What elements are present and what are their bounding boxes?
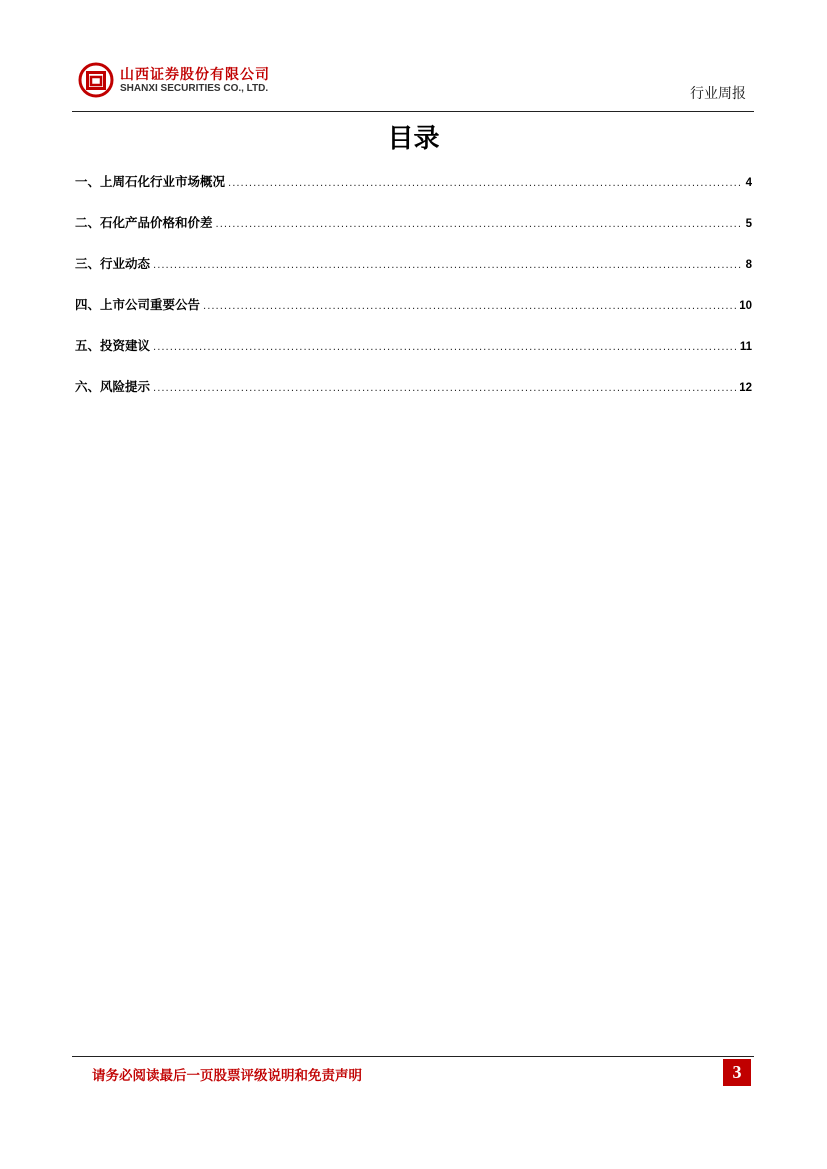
toc-entry-label: 五、投资建议 [75, 338, 151, 353]
toc-entry-label: 四、上市公司重要公告 [75, 297, 201, 312]
toc-entry-page: 11 [739, 341, 752, 353]
toc-entry-market-overview[interactable] [75, 172, 752, 213]
toc-dot-leader [228, 178, 743, 189]
company-name-cn: 山西证券股份有限公司 [120, 67, 270, 83]
report-type-label: 行业周报 [690, 86, 746, 102]
toc-entry-label: 六、风险提示 [75, 379, 151, 394]
shanxi-securities-logo-icon [78, 62, 114, 98]
toc-dot-leader [153, 383, 736, 394]
toc-entry-page: 5 [745, 218, 752, 230]
toc-entry-investment-advice[interactable] [75, 336, 752, 377]
footer-divider [72, 1056, 754, 1057]
toc-entry-page: 8 [745, 259, 752, 271]
table-of-contents [75, 172, 752, 418]
toc-entry-label: 三、行业动态 [75, 256, 151, 271]
toc-dot-leader [203, 301, 736, 312]
toc-entry-label: 二、石化产品价格和价差 [75, 215, 213, 230]
toc-entry-page: 12 [739, 382, 752, 394]
toc-entry-industry-news[interactable] [75, 254, 752, 295]
company-name-en: SHANXI SECURITIES CO., LTD. [120, 83, 269, 94]
toc-dot-leader [153, 260, 743, 271]
page-number-badge: 3 [723, 1059, 751, 1086]
disclaimer-note: 请务必阅读最后一页股票评级说明和免责声明 [92, 1068, 362, 1084]
toc-title: 目录 [387, 124, 440, 154]
toc-dot-leader [153, 342, 737, 353]
toc-entry-product-prices[interactable] [75, 213, 752, 254]
toc-entry-risk-warning[interactable] [75, 377, 752, 418]
toc-entry-label: 一、上周石化行业市场概况 [75, 174, 226, 189]
toc-entry-company-announcements[interactable] [75, 295, 752, 336]
toc-dot-leader [216, 219, 743, 230]
toc-entry-page: 10 [739, 300, 752, 312]
header-divider [72, 111, 754, 112]
toc-entry-page: 4 [745, 177, 752, 189]
